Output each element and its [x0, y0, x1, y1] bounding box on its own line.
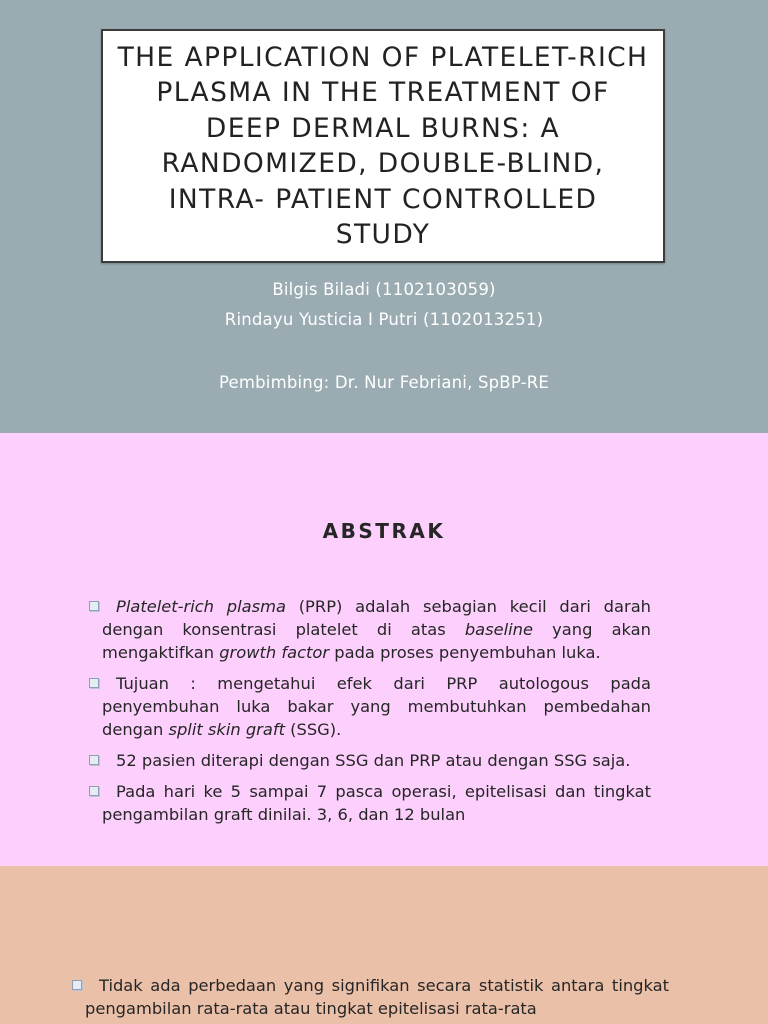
abstract-heading: ABSTRAK: [322, 519, 446, 543]
results-bullet-list: [71, 974, 669, 1024]
abstract-slide: [0, 433, 768, 866]
title-slide: [0, 0, 768, 433]
results-slide: [0, 866, 768, 1024]
author-name: Bilgis Biladi (1102103059): [272, 280, 496, 299]
checkbox-square-icon: [89, 601, 99, 611]
list-item: [88, 672, 651, 741]
list-item: [88, 780, 651, 826]
list-item: [88, 749, 651, 772]
text-run: (PRP) adalah sebagian kecil dari darah dengan konsentrasi platelet di atas: [102, 597, 651, 639]
checkbox-square-icon: [72, 980, 82, 990]
text-run: Tidak ada perbedaan yang signifikan secara statistik antara tingkat pengambilan rata-rata atau tingkat epitelisasi rata-rata: [85, 976, 669, 1018]
italic-term: split skin graft: [168, 720, 285, 739]
presentation-title: THE APPLICATION OF PLATELET-RICH PLASMA IN THE TREATMENT OF DEEP DERMAL BURNS: A RANDOMIZED, DOUBLE-BLIND, INTRA- PATIENT CONTROLLED STUDY: [117, 41, 649, 250]
list-item: [88, 595, 651, 664]
text-run: (SSG).: [284, 720, 342, 739]
checkbox-square-icon: [89, 786, 99, 796]
italic-term: growth factor: [219, 643, 330, 662]
list-item: [71, 974, 669, 1020]
text-run: pada proses penyembuhan luka.: [329, 643, 601, 662]
text-run: yang akan mengaktifkan: [102, 620, 651, 662]
abstract-bullet-list: [88, 595, 651, 834]
italic-term: baseline: [464, 620, 534, 639]
italic-term: Platelet-rich plasma: [116, 597, 286, 616]
title-box: [101, 29, 665, 263]
checkbox-square-icon: [89, 678, 99, 688]
advisor-name: Pembimbing: Dr. Nur Febriani, SpBP-RE: [218, 373, 550, 392]
checkbox-square-icon: [89, 755, 99, 765]
author-name: Rindayu Yusticia I Putri (1102013251): [224, 310, 544, 329]
text-run: Pada hari ke 5 sampai 7 pasca operasi, epitelisasi dan tingkat pengambilan graft dinilai. 3, 6, dan 12 bulan: [102, 782, 651, 824]
text-run: Tujuan : mengetahui efek dari PRP autologous pada penyembuhan luka bakar yang membutuhkan pembedahan dengan: [102, 674, 651, 739]
text-run: 52 pasien diterapi dengan SSG dan PRP atau dengan SSG saja.: [116, 751, 631, 770]
